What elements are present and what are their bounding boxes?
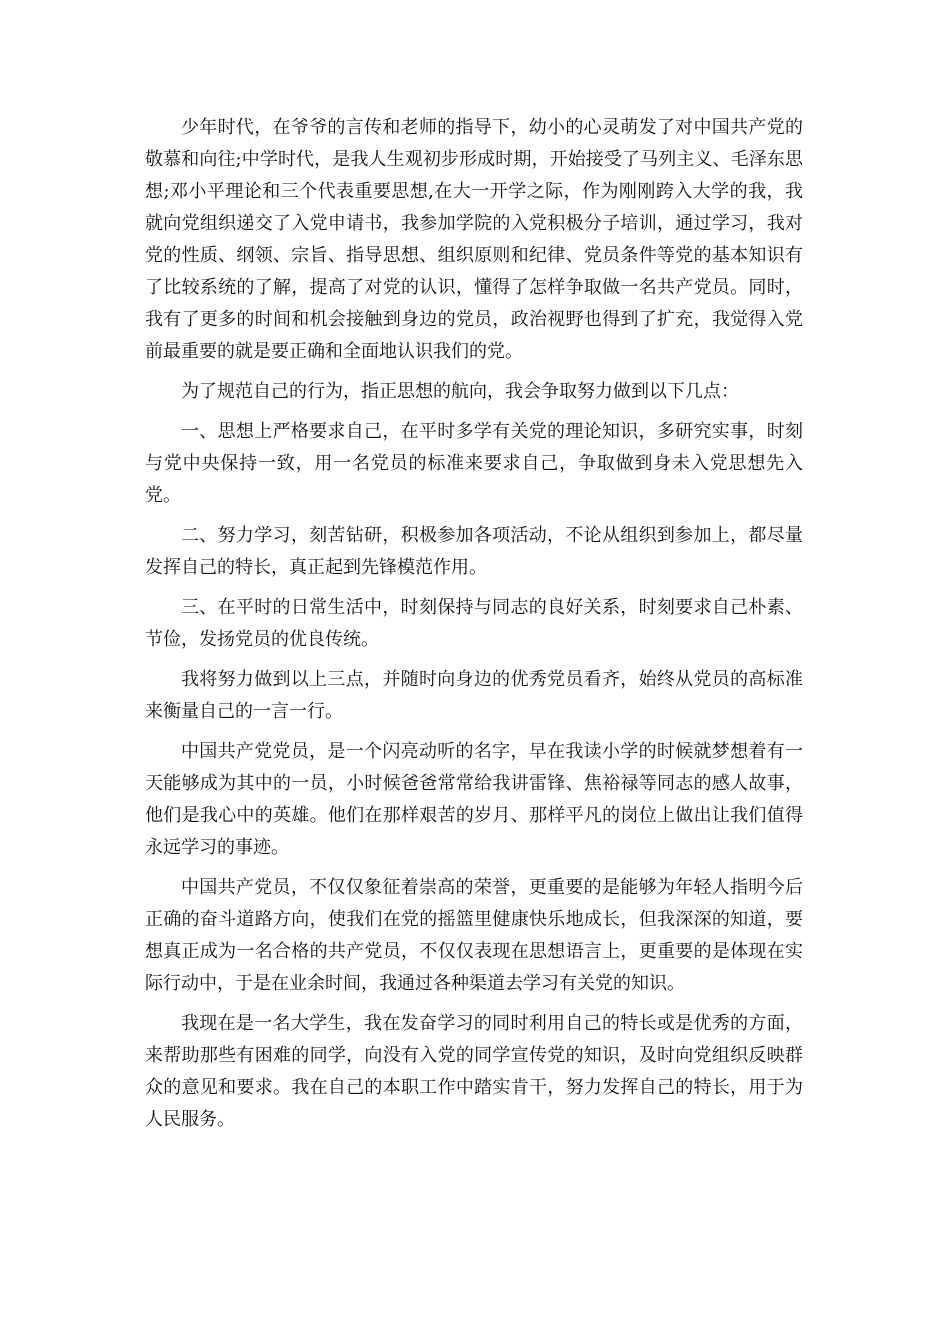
paragraph-3: 一、思想上严格要求自己，在平时多学有关党的理论知识，多研究实事，时刻与党中央保持一致，用一名党员的标准来要求自己，争取做到身未入党思想先入党。 bbox=[145, 421, 803, 506]
paragraph-5: 三、在平时的日常生活中，时刻保持与同志的良好关系，时刻要求自己朴素、节俭，发扬党员的优良传统。 bbox=[145, 597, 803, 650]
paragraph-7: 中国共产党党员，是一个闪亮动听的名字，早在我读小学的时候就梦想着有一天能够成为其中的一员，小时候爸爸常常给我讲雷锋、焦裕禄等同志的感人故事，他们是我心中的英雄。他们在那样艰苦的岁月、那样平凡的岗位上做出让我们值得永远学习的事迹。 bbox=[145, 741, 803, 858]
paragraph-8: 中国共产党员，不仅仅象征着崇高的荣誉，更重要的是能够为年轻人指明今后正确的奋斗道路方向，使我们在党的摇篮里健康快乐地成长，但我深深的知道，要想真正成为一名合格的共产党员，不仅仅表现在思想语言上，更重要的是体现在实际行动中，于是在业余时间，我通过各种渠道去学习有关党的知识。 bbox=[145, 877, 803, 994]
paragraph-4: 二、努力学习，刻苦钻研，积极参加各项活动，不论从组织到参加上，都尽量发挥自己的特长，真正起到先锋模范作用。 bbox=[145, 525, 803, 578]
paragraph-1: 少年时代，在爷爷的言传和老师的指导下，幼小的心灵萌发了对中国共产党的敬慕和向往;中学时代，是我人生观初步形成时期，开始接受了马列主义、毛泽东思想;邓小平理论和三个代表重要思想,在大一开学之际，作为刚刚跨入大学的我，我就向党组织递交了入党申请书，我参加学院的入党积极分子培训，通过学习，我对党的性质、纲领、宗旨、指导思想、组织原则和纪律、党员条件等党的基本知识有了比较系统的了解，提高了对党的认识，懂得了怎样争取做一名共产党员。同时，我有了更多的时间和机会接触到身边的党员，政治视野也得到了扩充，我觉得入党前最重要的就是要正确和全面地认识我们的党。 bbox=[145, 117, 803, 362]
paragraph-9: 我现在是一名大学生，我在发奋学习的同时利用自己的特长或是优秀的方面，来帮助那些有困难的同学，向没有入党的同学宣传党的知识，及时向党组织反映群众的意见和要求。我在自己的本职工作中踏实肯干，努力发挥自己的特长，用于为人民服务。 bbox=[145, 1013, 803, 1130]
document-body bbox=[145, 112, 803, 1144]
paragraph-6: 我将努力做到以上三点，并随时向身边的优秀党员看齐，始终从党员的高标准来衡量自己的一言一行。 bbox=[145, 669, 803, 722]
paragraph-2: 为了规范自己的行为，指正思想的航向，我会争取努力做到以下几点： bbox=[181, 381, 739, 402]
